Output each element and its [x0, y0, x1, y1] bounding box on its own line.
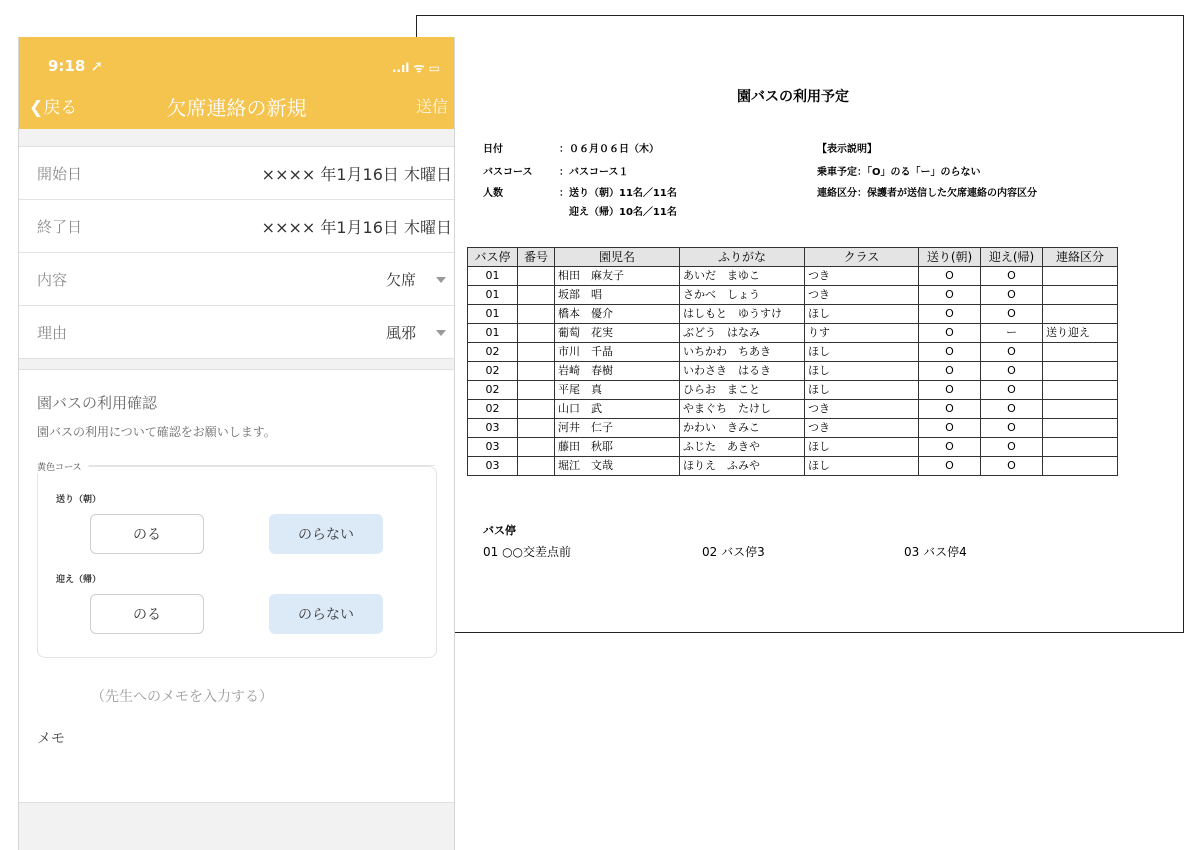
morning-label: 送り（朝） [56, 495, 102, 505]
cell-number [518, 419, 555, 438]
cell-bus-stop: 01 [468, 286, 518, 305]
table-row [468, 381, 1118, 400]
col-header-morning: 送り(朝) [919, 248, 981, 267]
cell-bus-stop: 03 [468, 457, 518, 476]
cell-child-name: 河井 仁子 [555, 419, 680, 438]
cell-furigana: あいだ まゆこ [680, 267, 805, 286]
cell-class: つき [805, 419, 919, 438]
cell-number [518, 267, 555, 286]
cell-furigana: ほりえ ふみや [680, 457, 805, 476]
cell-class: つき [805, 267, 919, 286]
cell-bus-stop: 02 [468, 400, 518, 419]
cell-return: ー [981, 324, 1043, 343]
bus-confirmation-section [19, 369, 454, 667]
cell-furigana: ふじた あきや [680, 438, 805, 457]
phone-screen [18, 37, 455, 850]
table-row [468, 419, 1118, 438]
course-label-divider [89, 465, 435, 466]
cell-number [518, 362, 555, 381]
cell-class: つき [805, 286, 919, 305]
cell-contact-type [1043, 419, 1118, 438]
cell-class: りす [805, 324, 919, 343]
cell-bus-stop: 02 [468, 343, 518, 362]
cell-morning: O [919, 362, 981, 381]
bus-stop-legend-item: 02 バス停3 [702, 545, 765, 559]
content-label: 内容 [37, 271, 68, 289]
memo-label: メモ [37, 731, 65, 747]
col-header-class: クラス [805, 248, 919, 267]
return-noride-button[interactable]: のらない [269, 594, 383, 634]
cell-child-name: 堀江 文哉 [555, 457, 680, 476]
cell-number [518, 324, 555, 343]
status-icons: ..ıl ᯤ ▭ [392, 61, 440, 75]
cell-morning: O [919, 267, 981, 286]
end-date-label: 終了日 [37, 218, 83, 236]
cell-morning: O [919, 324, 981, 343]
cell-return: O [981, 267, 1043, 286]
cell-furigana: はしもと ゆうすけ [680, 305, 805, 324]
bus-section-description: 園バスの利用について確認をお願いします。 [37, 425, 276, 439]
cell-number [518, 400, 555, 419]
page-title: 欠席連絡の新規 [166, 96, 307, 120]
absence-form [19, 146, 454, 359]
start-date-row[interactable] [19, 147, 454, 200]
table-row [468, 305, 1118, 324]
cell-child-name: 藤田 秋耶 [555, 438, 680, 457]
cell-bus-stop: 03 [468, 419, 518, 438]
nav-bar [19, 37, 454, 129]
cell-furigana: ひらお まこと [680, 381, 805, 400]
cell-number [518, 305, 555, 324]
content-select[interactable]: 欠席 [385, 271, 416, 289]
cell-contact-type [1043, 457, 1118, 476]
cell-child-name: 相田 麻友子 [555, 267, 680, 286]
start-date-label: 開始日 [37, 165, 83, 183]
cell-child-name: 市川 千晶 [555, 343, 680, 362]
cell-contact-type [1043, 305, 1118, 324]
table-row [468, 286, 1118, 305]
cell-return: O [981, 381, 1043, 400]
cell-return: O [981, 400, 1043, 419]
meta-date-label: 日付 [483, 144, 503, 155]
legend-ride: 乗車予定：「O」のる「ー」のらない [817, 167, 981, 178]
bus-stop-legend-title: バス停 [483, 524, 516, 537]
cell-contact-type [1043, 381, 1118, 400]
col-header-furigana: ふりがな [680, 248, 805, 267]
bus-schedule-report [416, 15, 1184, 633]
col-header-contact-type: 連絡区分 [1043, 248, 1118, 267]
cell-child-name: 葡萄 花実 [555, 324, 680, 343]
cell-return: O [981, 286, 1043, 305]
cell-contact-type [1043, 267, 1118, 286]
table-row [468, 457, 1118, 476]
bus-stop-legend-item: 01 ○○交差点前 [483, 545, 572, 559]
status-time: 9:18 ➚ [48, 57, 104, 75]
bus-stop-legend-item: 03 バス停4 [904, 545, 967, 559]
memo-input[interactable]: （先生へのメモを入力する） [91, 689, 273, 705]
start-date-value[interactable]: ×××× 年1月16日 木曜日 [261, 165, 452, 184]
cell-furigana: かわい きみこ [680, 419, 805, 438]
reason-row[interactable] [19, 306, 454, 358]
cell-bus-stop: 02 [468, 362, 518, 381]
cell-contact-type [1043, 438, 1118, 457]
meta-date-value: ：０６月０６日（木） [559, 144, 659, 155]
cell-class: ほし [805, 305, 919, 324]
meta-count-label: 人数 [483, 188, 503, 199]
memo-section[interactable] [19, 666, 454, 803]
cell-morning: O [919, 381, 981, 400]
cell-morning: O [919, 400, 981, 419]
bus-usage-table [467, 247, 1118, 476]
cell-morning: O [919, 419, 981, 438]
cell-bus-stop: 03 [468, 438, 518, 457]
cell-bus-stop: 01 [468, 267, 518, 286]
cell-contact-type [1043, 362, 1118, 381]
cell-contact-type [1043, 286, 1118, 305]
bus-section-title: 園バスの利用確認 [37, 394, 158, 412]
cell-contact-type: 送り迎え [1043, 324, 1118, 343]
cell-bus-stop: 01 [468, 305, 518, 324]
cell-class: ほし [805, 362, 919, 381]
cell-furigana: ぶどう はなみ [680, 324, 805, 343]
legend-kubun: 連絡区分：保護者が送信した欠席連絡の内容区分 [817, 188, 1037, 199]
cell-number [518, 343, 555, 362]
cell-number [518, 286, 555, 305]
cell-return: O [981, 343, 1043, 362]
table-row [468, 438, 1118, 457]
table-row [468, 267, 1118, 286]
course-name: 黄色コース [37, 460, 88, 473]
meta-course-value: ：バスコース１ [559, 167, 629, 178]
table-row [468, 343, 1118, 362]
report-title: 園バスの利用予定 [737, 89, 849, 105]
reason-label: 理由 [37, 324, 68, 342]
cell-class: つき [805, 400, 919, 419]
meta-course-label: バスコース [483, 167, 533, 178]
meta-count-pm: 迎え（帰）10名／11名 [569, 207, 677, 218]
cell-child-name: 坂部 唱 [555, 286, 680, 305]
cell-morning: O [919, 343, 981, 362]
cell-return: O [981, 438, 1043, 457]
end-date-row[interactable] [19, 200, 454, 253]
end-date-value[interactable]: ×××× 年1月16日 木曜日 [261, 218, 452, 237]
cell-morning: O [919, 457, 981, 476]
cell-child-name: 山口 武 [555, 400, 680, 419]
cell-child-name: 橋本 優介 [555, 305, 680, 324]
cell-number [518, 381, 555, 400]
cell-class: ほし [805, 438, 919, 457]
morning-noride-button[interactable]: のらない [269, 514, 383, 554]
cell-class: ほし [805, 457, 919, 476]
table-row [468, 362, 1118, 381]
cell-number [518, 457, 555, 476]
cell-return: O [981, 457, 1043, 476]
cell-bus-stop: 01 [468, 324, 518, 343]
cell-morning: O [919, 286, 981, 305]
legend-title: 【表示説明】 [817, 144, 877, 155]
meta-count-am: ：送り（朝）11名／11名 [559, 188, 677, 199]
cell-furigana: いちかわ ちあき [680, 343, 805, 362]
cell-child-name: 岩崎 春樹 [555, 362, 680, 381]
cell-number [518, 438, 555, 457]
cell-morning: O [919, 305, 981, 324]
cell-class: ほし [805, 343, 919, 362]
col-header-return: 迎え(帰) [981, 248, 1043, 267]
col-header-bus-stop: バス停 [468, 248, 518, 267]
cell-return: O [981, 305, 1043, 324]
cell-class: ほし [805, 381, 919, 400]
caret-down-icon[interactable] [436, 330, 446, 336]
cell-bus-stop: 02 [468, 381, 518, 400]
cell-furigana: やまぐち たけし [680, 400, 805, 419]
cell-child-name: 平尾 真 [555, 381, 680, 400]
cell-morning: O [919, 438, 981, 457]
cell-return: O [981, 362, 1043, 381]
back-button[interactable]: ❮戻る [29, 98, 78, 118]
cell-contact-type [1043, 400, 1118, 419]
table-header-row [468, 248, 1118, 267]
col-header-child-name: 園児名 [555, 248, 680, 267]
return-ride-button[interactable]: のる [90, 594, 204, 634]
caret-down-icon[interactable] [436, 277, 446, 283]
morning-ride-button[interactable]: のる [90, 514, 204, 554]
cell-contact-type [1043, 343, 1118, 362]
return-label: 迎え（帰） [56, 575, 102, 585]
cell-return: O [981, 419, 1043, 438]
table-row [468, 324, 1118, 343]
content-row[interactable] [19, 253, 454, 306]
send-button[interactable]: 送信 [415, 97, 448, 116]
col-header-number: 番号 [518, 248, 555, 267]
reason-select[interactable]: 風邪 [385, 324, 416, 342]
table-row [468, 400, 1118, 419]
cell-furigana: いわさき はるき [680, 362, 805, 381]
cell-furigana: さかべ しょう [680, 286, 805, 305]
